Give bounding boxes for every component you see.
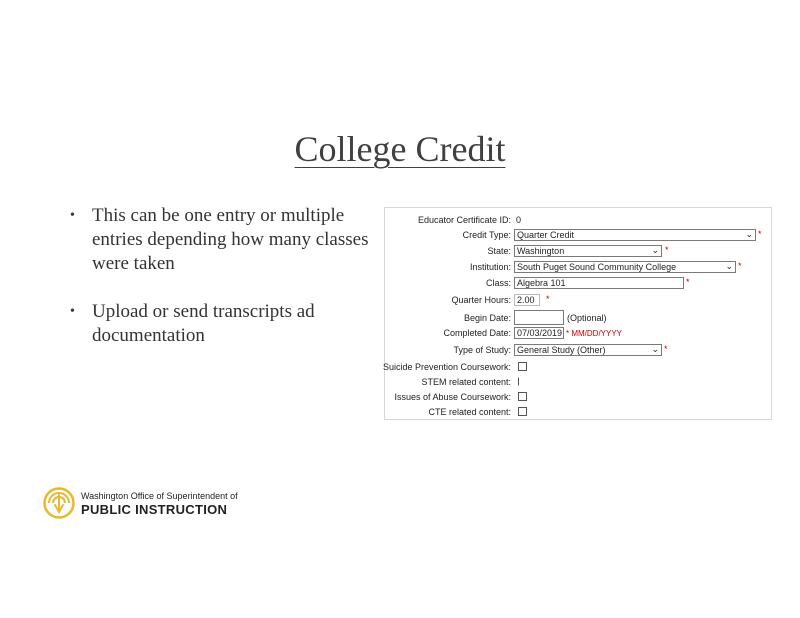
slide-title: College Credit [294,129,506,169]
quarter-hours-label: Quarter Hours: [451,295,511,305]
ospi-emblem-icon [43,487,75,519]
issues-of-abuse-checkbox[interactable] [518,392,527,401]
credit-type-select[interactable] [514,229,756,241]
type-of-study-select[interactable] [514,344,662,356]
optional-hint: (Optional) [567,313,607,323]
credit-type-row [385,229,773,243]
cert-id-value: 0 [516,215,522,225]
ospi-logo-line1: Washington Office of Superintendent of [81,491,238,501]
completed-date-value: 07/03/2019 [517,328,563,338]
class-value: Algebra 101 [517,278,566,288]
bullet-item [70,204,370,276]
stem-checkbox[interactable] [518,377,527,386]
ospi-logo-line2: PUBLIC INSTRUCTION [81,502,228,517]
college-credit-form [384,207,772,420]
bullet-marker: • [70,304,75,319]
class-label: Class: [485,278,511,288]
completed-date-row [385,327,773,341]
required-mark: * [664,344,668,354]
bullet-item [70,300,370,348]
issues-of-abuse-row [385,391,773,405]
bullet-marker: • [70,208,75,223]
type-of-study-row [385,344,773,358]
required-mark: * [665,245,669,255]
bullet-text: This can be one entry or multiple entries depending how many classes were taken [92,205,369,274]
state-row [385,245,773,259]
cte-checkbox[interactable] [518,407,527,416]
stem-row [385,376,773,390]
class-input[interactable] [514,277,684,289]
chevron-down-icon: ⌄ [651,245,659,255]
suicide-prevention-label: Suicide Prevention Coursework: [382,362,511,372]
chevron-down-icon: ⌄ [745,229,753,239]
date-format-hint: * MM/DD/YYYY [566,329,623,338]
state-select[interactable] [514,245,662,257]
stem-label: STEM related content: [421,377,511,387]
required-mark: * [686,277,690,287]
required-mark: * [758,229,762,239]
class-row [385,277,773,291]
cert-id-label: Educator Certificate ID: [417,215,511,225]
quarter-hours-value: 2.00 [517,295,535,305]
completed-date-input[interactable] [514,327,564,339]
chevron-down-icon: ⌄ [725,261,733,271]
suicide-prevention-checkbox[interactable] [518,362,527,371]
bullet-text: Upload or send transcripts ad documentation [92,301,315,346]
chevron-down-icon: ⌄ [651,344,659,354]
state-label: State: [487,246,511,256]
begin-date-row [385,310,773,324]
type-of-study-value: General Study (Other) [517,345,606,355]
credit-type-value: Quarter Credit [517,230,575,240]
cte-row [385,406,773,420]
required-mark: * [546,294,550,304]
state-value: Washington [517,246,565,256]
type-of-study-label: Type of Study: [453,345,511,355]
institution-select[interactable] [514,261,736,273]
issues-of-abuse-label: Issues of Abuse Coursework: [394,392,511,402]
suicide-prevention-row [382,361,773,375]
bullet-list [70,204,370,372]
begin-date-label: Begin Date: [463,313,511,323]
completed-date-label: Completed Date: [443,328,511,338]
institution-label: Institution: [469,262,511,272]
credit-type-label: Credit Type: [462,230,511,240]
institution-value: South Puget Sound Community College [517,262,677,272]
quarter-hours-row [385,294,773,308]
begin-date-input[interactable] [514,310,564,325]
quarter-hours-input[interactable] [514,294,540,306]
required-mark: * [738,261,742,271]
cert-id-row [385,214,773,228]
cte-label: CTE related content: [428,407,511,417]
institution-row [385,261,773,275]
